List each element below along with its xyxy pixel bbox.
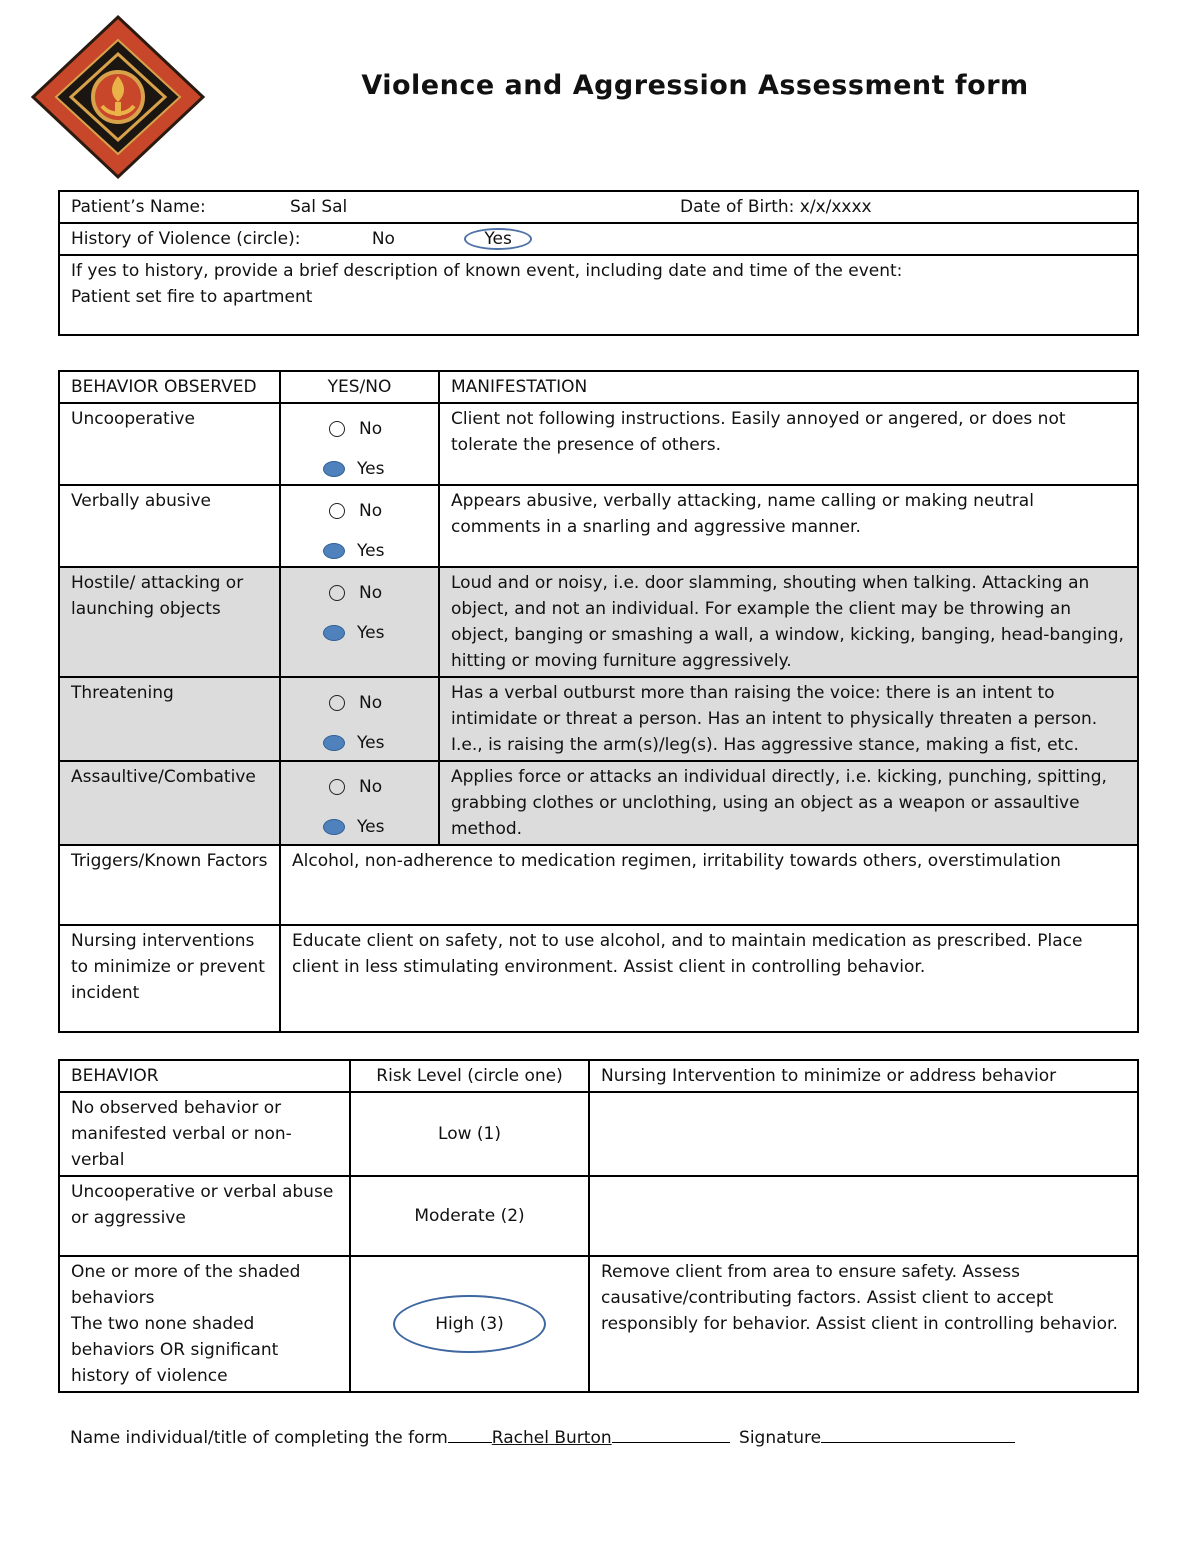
- risk-high-circled[interactable]: High (3): [393, 1295, 546, 1353]
- behavior-row-hostile: [59, 567, 1138, 677]
- header-nursing-intervention: Nursing Intervention to minimize or address behavior: [589, 1060, 1138, 1092]
- risk-moderate[interactable]: Moderate (2): [350, 1176, 589, 1256]
- completion-footer: [70, 1428, 1015, 1448]
- risk-intervention: Remove client from area to ensure safety. Assess causative/contributing factors. Assist client to accept responsibly for behavior. Assist client in controlling behavior.: [589, 1256, 1138, 1392]
- dob-label: Date of Birth:: [680, 197, 795, 217]
- completed-by-label: Name individual/title of completing the form: [70, 1428, 448, 1448]
- radio-no[interactable]: No: [329, 580, 382, 606]
- triggers-row: [59, 845, 1138, 925]
- yes-no-cell: [280, 485, 439, 567]
- manifestation-text: Applies force or attacks an individual directly, i.e. kicking, punching, spitting, grabbing clothes or unclothing, using an object as a weapon or assaultive method.: [439, 761, 1138, 845]
- behavior-observed-table: [58, 370, 1139, 1033]
- yes-no-cell: [280, 761, 439, 845]
- risk-intervention: [589, 1092, 1138, 1176]
- signature-label: Signature: [739, 1428, 822, 1448]
- behavior-label: Hostile/ attacking or launching objects: [59, 567, 280, 677]
- risk-row-low: [59, 1092, 1138, 1176]
- page-title: Violence and Aggression Assessment form: [361, 70, 1029, 101]
- behavior-label: Uncooperative: [59, 403, 280, 485]
- yes-no-cell: [280, 677, 439, 761]
- behavior-row-verbally-abusive: [59, 485, 1138, 567]
- radio-no[interactable]: No: [329, 774, 382, 800]
- risk-behavior: Uncooperative or verbal abuse or aggressive: [59, 1176, 350, 1256]
- history-no[interactable]: No: [371, 229, 395, 249]
- radio-no[interactable]: No: [329, 498, 382, 524]
- risk-row-high: [59, 1256, 1138, 1392]
- header-manifestation: MANIFESTATION: [439, 371, 1138, 403]
- history-prompt: If yes to history, provide a brief description of known event, including date and time of the event:: [71, 261, 903, 281]
- behavior-label: Threatening: [59, 677, 280, 761]
- behavior-row-threatening: [59, 677, 1138, 761]
- risk-behavior-line1: One or more of the shaded behaviors: [71, 1262, 301, 1308]
- header-yes-no: YES/NO: [280, 371, 439, 403]
- radio-yes-selected[interactable]: Yes: [329, 730, 384, 756]
- patient-info-table: [58, 190, 1139, 336]
- yes-no-cell: [280, 567, 439, 677]
- manifestation-text: Client not following instructions. Easily annoyed or angered, or does not tolerate the presence of others.: [439, 403, 1138, 485]
- behavior-row-assaultive: [59, 761, 1138, 845]
- risk-behavior: No observed behavior or manifested verbal or non-verbal: [59, 1092, 350, 1176]
- risk-level-table: [58, 1059, 1139, 1393]
- manifestation-text: Appears abusive, verbally attacking, name calling or making neutral comments in a snarling and aggressive manner.: [439, 485, 1138, 567]
- risk-low[interactable]: Low (1): [350, 1092, 589, 1176]
- patient-name-value: Sal Sal: [279, 191, 669, 223]
- header-behavior: BEHAVIOR: [59, 1060, 350, 1092]
- interventions-label: Nursing interventions to minimize or prevent incident: [59, 925, 280, 1032]
- completed-by-name[interactable]: Rachel Burton: [491, 1428, 612, 1448]
- radio-no[interactable]: No: [329, 416, 382, 442]
- manifestation-text: Has a verbal outburst more than raising the voice: there is an intent to intimidate or threat a person. Has an intent to physically threaten a person. I.e., is raising the arm(s)/leg(s). Has aggressive stance, making a fist, etc.: [439, 677, 1138, 761]
- radio-no[interactable]: No: [329, 690, 382, 716]
- history-yes-circled[interactable]: Yes: [464, 228, 531, 250]
- risk-high-cell: [350, 1256, 589, 1392]
- radio-yes-selected[interactable]: Yes: [329, 538, 384, 564]
- risk-intervention: [589, 1176, 1138, 1256]
- manifestation-text: Loud and or noisy, i.e. door slamming, shouting when talking. Attacking an object, and not an individual. For example the client may be throwing an object, banging or smashing a wall, a window, kicking, banging, head-banging, hitting or moving furniture aggressively.: [439, 567, 1138, 677]
- dob-value: x/x/xxxx: [799, 197, 872, 217]
- header-risk-level: Risk Level (circle one): [350, 1060, 589, 1092]
- radio-yes-selected[interactable]: Yes: [329, 814, 384, 840]
- interventions-row: [59, 925, 1138, 1032]
- history-description-cell: [59, 255, 1138, 335]
- triggers-value: Alcohol, non-adherence to medication regimen, irritability towards others, overstimulation: [280, 845, 1138, 925]
- risk-behavior-line2: The two none shaded behaviors OR significant history of violence: [71, 1314, 279, 1386]
- signature-line[interactable]: [821, 1442, 1015, 1443]
- history-description: Patient set fire to apartment: [71, 287, 313, 307]
- risk-row-moderate: [59, 1176, 1138, 1256]
- yes-no-cell: [280, 403, 439, 485]
- patient-name-label: Patient’s Name:: [59, 191, 279, 223]
- history-row: [59, 223, 1138, 255]
- header-behavior-observed: BEHAVIOR OBSERVED: [59, 371, 280, 403]
- radio-yes-selected[interactable]: Yes: [329, 456, 384, 482]
- dob-cell: [669, 191, 1138, 223]
- interventions-value: Educate client on safety, not to use alcohol, and to maintain medication as prescribed. Place client in less stimulating environment. Assist client in controlling behavior.: [280, 925, 1138, 1032]
- radio-yes-selected[interactable]: Yes: [329, 620, 384, 646]
- behavior-label: Verbally abusive: [59, 485, 280, 567]
- history-label: History of Violence (circle):: [71, 229, 301, 249]
- triggers-label: Triggers/Known Factors: [59, 845, 280, 925]
- behavior-row-uncooperative: [59, 403, 1138, 485]
- risk-behavior: [59, 1256, 350, 1392]
- behavior-label: Assaultive/Combative: [59, 761, 280, 845]
